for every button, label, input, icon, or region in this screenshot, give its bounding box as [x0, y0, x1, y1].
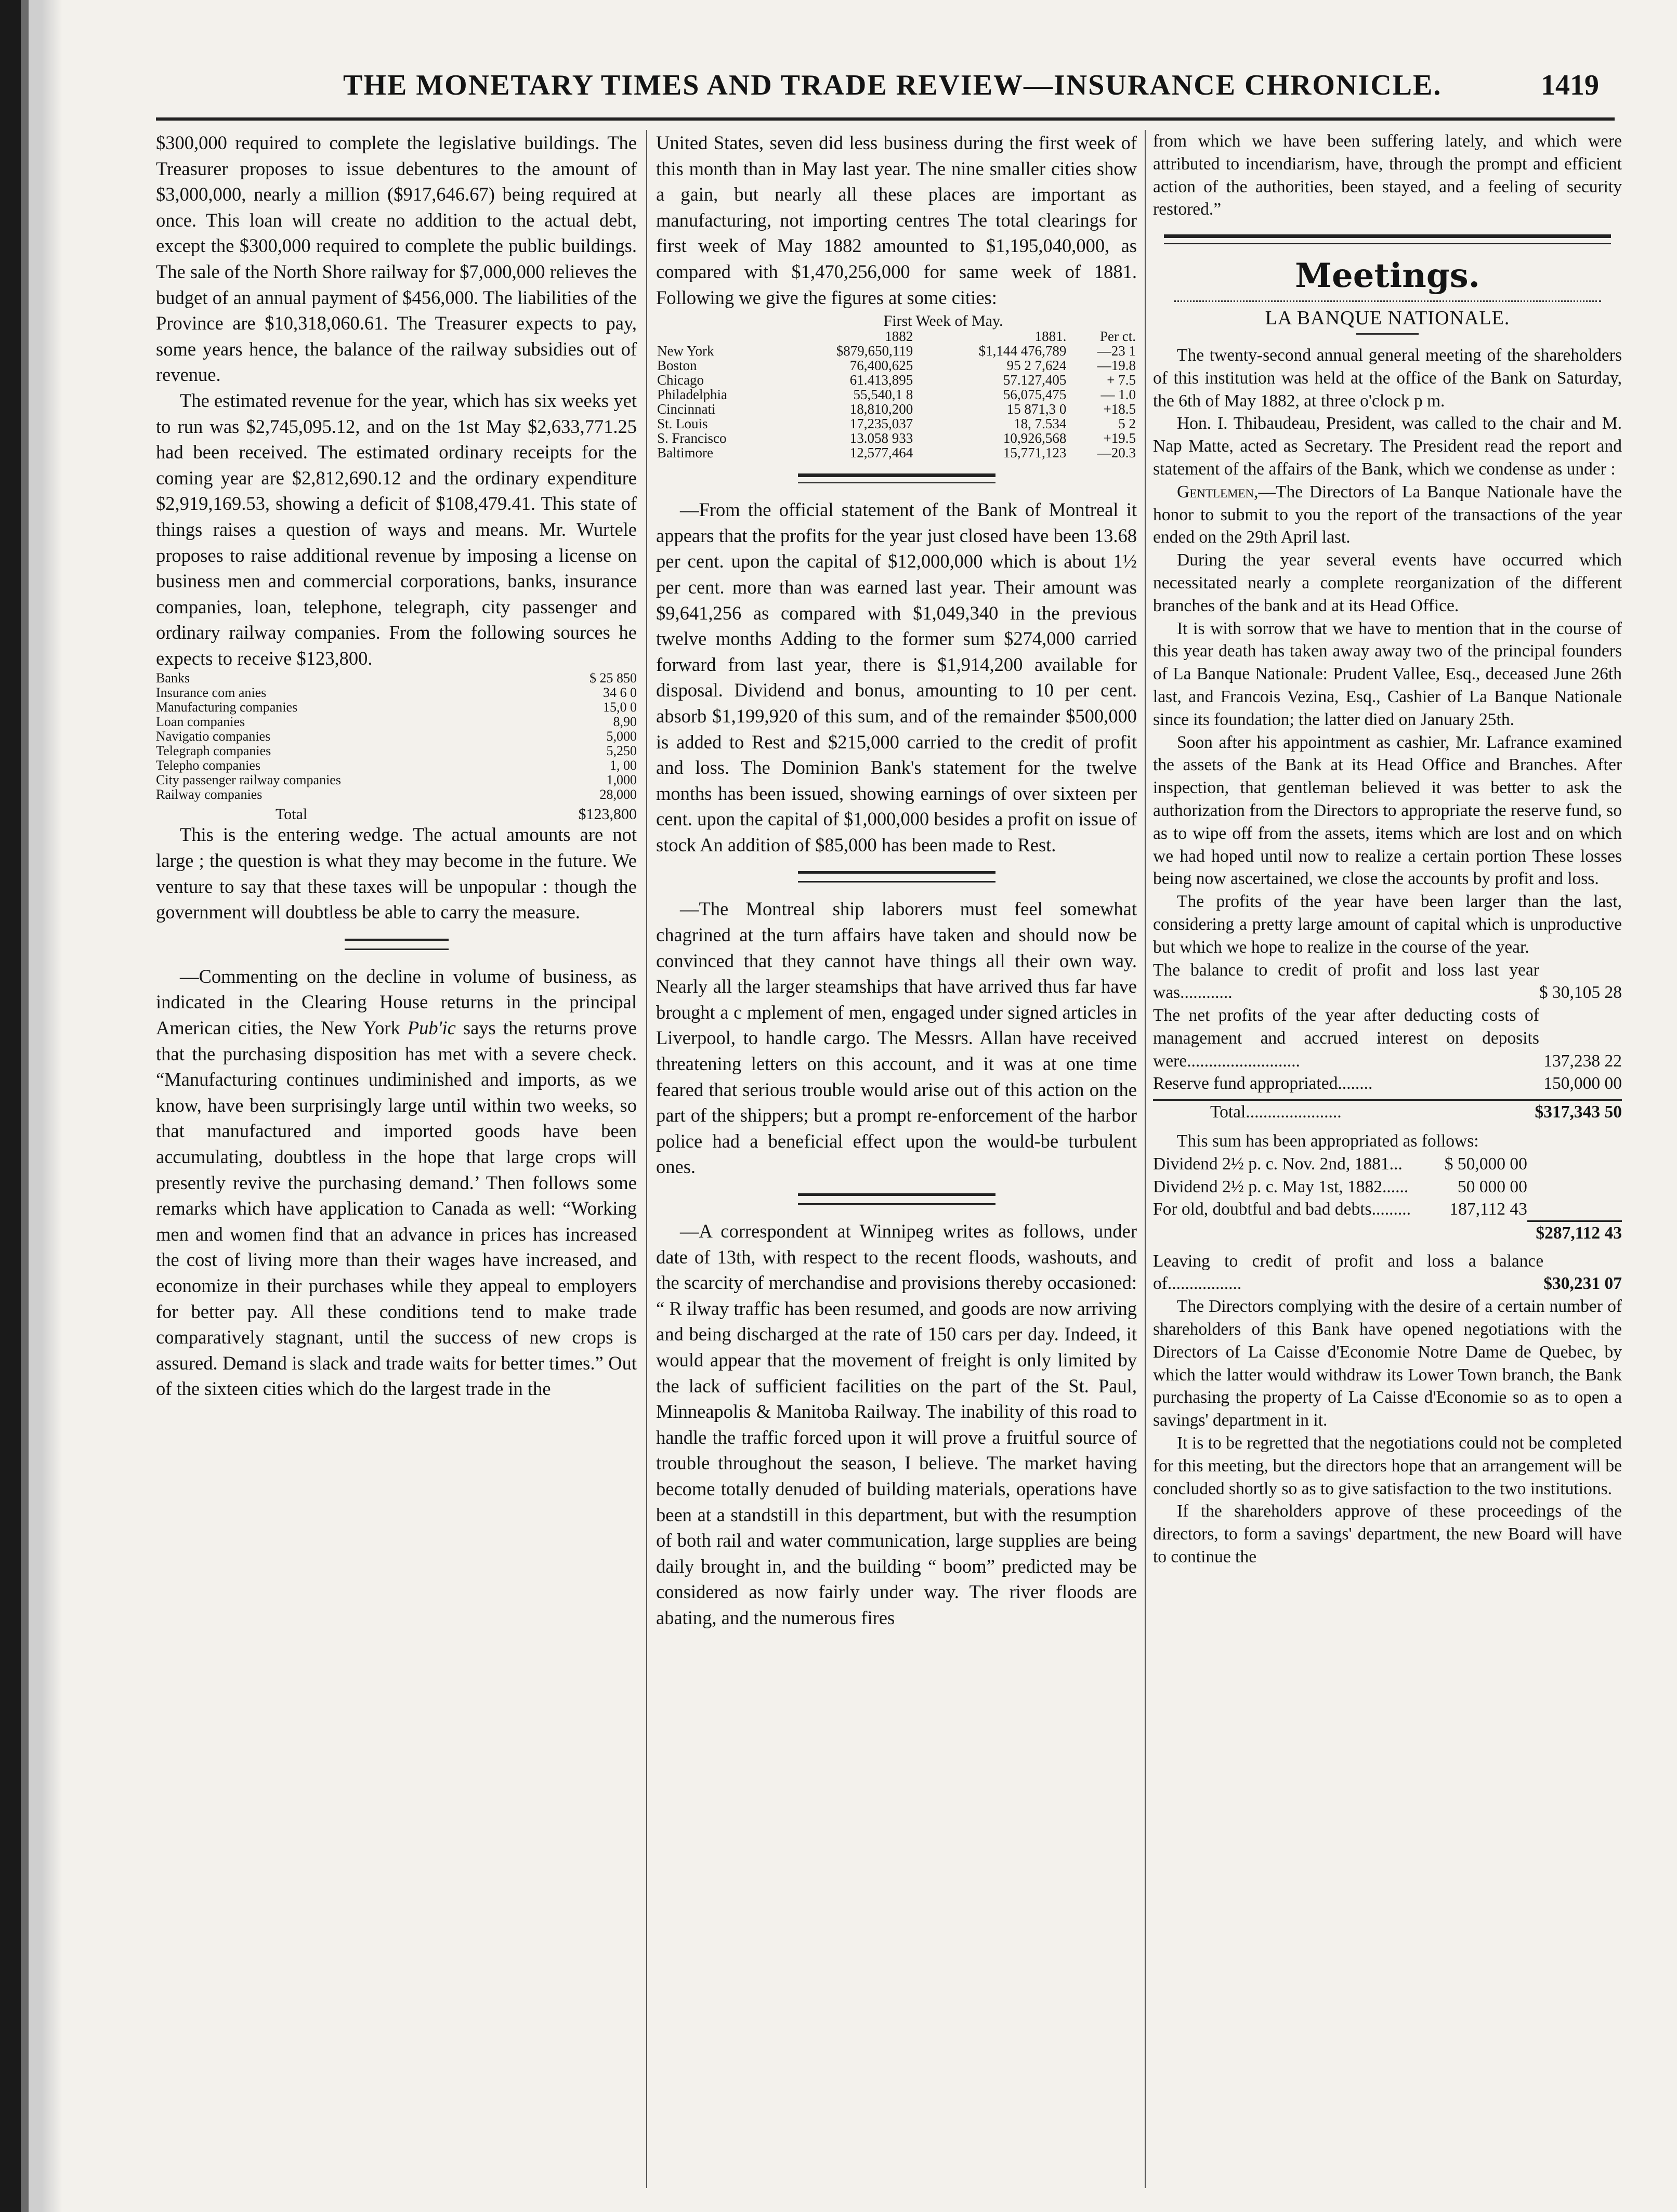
clearing-text-pre: —Commenting on the decline in volume of business, as indicated in the Clearing House returns in the principal American cities, the New York [156, 965, 637, 1039]
license-row [156, 715, 637, 729]
heading-ornament [1174, 296, 1601, 302]
account-label: Reserve fund appropriated........ [1153, 1074, 1373, 1094]
clearings-1882: 55,540,1 8 [853, 387, 913, 403]
appropriation-label: Dividend 2½ p. c. Nov. 2nd, 1881... [1153, 1154, 1403, 1174]
page-header-title: THE MONETARY TIMES AND TRADE REVIEW—INSURANCE CHRONICLE. [343, 69, 1442, 101]
profit-account-row [1153, 959, 1622, 1005]
license-amount: 15,0 0 [603, 700, 637, 715]
license-amount: 8,90 [613, 714, 637, 730]
budget-paragraph-2: The estimated revenue for the year, which has six weeks yet to run was $2,745,095.12, and on the 1st May $2,633,771.25 had been received. The estimated ordinary receipts for the coming year are $2,812,690.12 and the ordinary expenditure $2,919,169.53, showing a deficit of $108,479.41. This state of things raises a question of ways and means. Mr. Wurtele proposes to raise additional revenue by imposing a license on business men and commercial corporations, banks, insurance companies, loan, telephone, telegraph, city passenger and ordinary railway companies. From the following sources he expects to receive $123,800. [156, 389, 637, 669]
license-label: Navigatio companies [156, 729, 271, 744]
city-name: Boston [657, 358, 697, 374]
license-revenue-table [156, 671, 637, 822]
account-label: The balance to credit of profit and loss last year was............ [1153, 960, 1539, 1003]
balance-label: Leaving to credit of profit and loss a balance of................. [1153, 1251, 1544, 1294]
license-label: Banks [156, 670, 190, 686]
license-total-label: Total [276, 806, 308, 823]
clearings-row [656, 373, 1137, 387]
clearings-1881: 15 871,3 0 [1006, 401, 1067, 417]
appropriation-row [1153, 1198, 1622, 1221]
clearings-1882: 76,400,625 [849, 358, 913, 374]
section-separator [798, 1193, 995, 1205]
account-amount: 137,238 22 [1543, 1051, 1622, 1071]
meeting-paragraph-8: This sum has been appropriated as follows: [1177, 1131, 1479, 1151]
short-rule [1356, 333, 1419, 335]
appropriation-label: Dividend 2½ p. c. May 1st, 1882...... [1153, 1177, 1409, 1196]
meeting-paragraph-10: It is to be regretted that the negotiations could not be completed for this meeting, but the directors hope that an arrangement will be concluded shortly so as to give satisfaction to the two institutions. [1153, 1433, 1622, 1498]
meeting-paragraph-4: During the year several events have occurred which necessitated nearly a complete reorganization of the different branches of the bank and at its Head Office. [1153, 550, 1622, 615]
clearings-row [656, 445, 1137, 460]
meeting-paragraph-3 [1153, 481, 1622, 549]
meeting-paragraph-6: Soon after his appointment as cashier, Mr. Lafrance examined the assets of the Bank at its Head Office and Branches. After inspection, that gentleman believed it was better to ask the authorization from the Directors to appropriate the reserve fund, so as to wipe off from the assets, items which are lost and on which we had hoped until now to realize a certain portion These losses being now ascertained, we close the accounts by profit and loss. [1153, 732, 1622, 889]
section-separator [798, 473, 995, 483]
clearing-house-paragraph [156, 964, 637, 1402]
appropriation-table [1153, 1153, 1622, 1245]
clearings-row [656, 358, 1137, 373]
clearings-1882: 12,577,464 [849, 445, 913, 461]
budget-paragraph-3: This is the entering wedge. The actual amounts are not large ; the question is what they may become in the future. We venture to say that these taxes will be unpopular : though the government will doubtless be able to carry the measure. [156, 824, 637, 923]
clearings-1881: 95 2 7,624 [1006, 358, 1067, 374]
license-amount: $ 25 850 [589, 670, 637, 686]
salutation: Gentlemen, [1177, 482, 1259, 502]
clearings-table [656, 329, 1137, 460]
clearings-percent: +18.5 [1103, 401, 1136, 417]
clearings-header-row [656, 329, 1137, 344]
clearings-row [656, 431, 1137, 445]
license-label: Manufacturing companies [156, 700, 298, 715]
license-label: Insurance com anies [156, 685, 267, 701]
section-separator [798, 871, 995, 883]
winnipeg-paragraph: —A correspondent at Winnipeg writes as follows, under date of 13th, with respect to the recent floods, washouts, and the scarcity of merchandise and provisions thereby occasioned: “ R ilway traffic has been resumed, and goods are now arriving and being discharged at the rate of 150 cars per day. Indeed, it would appear that the movement of freight is only limited by the lack of sufficient facilities on the part of the St. Paul, Minneapolis & Manitoba Railway. The inability of this road to handle the traffic forced upon it will prove a fruitful source of trouble throughout the season, I believe. The market having become totally denuded of building materials, operations have been at a standstill in this department, but with the resumption of both rail and water communication, large supplies are being daily brought in, and the building “ boom” predicted may be considered as now fairly under way. The river floods are abating, and the numerous fires [656, 1220, 1137, 1628]
clearings-1881: 57.127,405 [1003, 372, 1067, 388]
appropriation-amount: 50 000 00 [1457, 1177, 1527, 1196]
profit-account-row [1153, 1072, 1622, 1095]
license-row [156, 700, 637, 715]
license-label: Telepho companies [156, 758, 261, 773]
license-amount: 1, 00 [610, 758, 637, 773]
clearings-percent: +19.5 [1103, 430, 1136, 446]
license-label: Railway companies [156, 787, 263, 802]
clearings-caption: First Week of May. [883, 312, 1003, 330]
license-row [156, 686, 637, 700]
license-row [156, 671, 637, 686]
page-header [156, 65, 1615, 121]
city-name: Baltimore [657, 445, 713, 461]
license-total-row [156, 802, 637, 822]
city-name: Cincinnati [657, 401, 716, 417]
license-label: Telegraph companies [156, 743, 271, 759]
license-row [156, 787, 637, 802]
clearings-1882: $879,650,119 [836, 343, 913, 359]
clearings-paragraph: United States, seven did less business during the first week of this month than in May last year. The nine smaller cities show a gain, but nearly all these places are important as manufacturing, not importing centres The total clearings for first week of May 1882 amounted to $1,195,040,000, as compared with $1,470,256,000 for same week of 1881. Following we give the figures at some cities: [656, 132, 1137, 308]
account-amount: 150,000 00 [1543, 1074, 1622, 1094]
clearings-1881: 56,075,475 [1003, 387, 1067, 403]
clearings-1881: 10,926,568 [1003, 430, 1067, 446]
profit-account-table [1153, 959, 1622, 1096]
clearings-row [656, 344, 1137, 358]
clearings-percent: —19.8 [1097, 358, 1136, 374]
clearings-percent: — 1.0 [1100, 387, 1136, 403]
meeting-paragraph-5: It is with sorrow that we have to mention that in the course of this year death has taken away away two of the principal founders of La Banque Nationale: Prudent Vallee, Esq., deceased June 26th last, and Francois Vezina, Esq., Cashier of La Banque Nationale since its foundation; the latter died on January 25th. [1153, 618, 1622, 729]
license-row [156, 744, 637, 758]
clearings-percent: 5 2 [1118, 416, 1136, 432]
license-amount: 5,000 [606, 729, 637, 744]
section-separator [1164, 234, 1611, 244]
column-2 [656, 130, 1137, 2188]
blank-cell [1527, 1176, 1622, 1199]
column-1 [156, 130, 637, 2188]
profit-total-amount: $317,343 50 [1474, 1100, 1622, 1124]
clearings-row [656, 402, 1137, 416]
meeting-paragraph-2: Hon. I. Thibaudeau, President, was called to the chair and M. Nap Matte, acted as Secretary. The President read the report and statement of the affairs of the Bank, which we condense as under : [1153, 414, 1622, 479]
appropriation-row [1153, 1153, 1622, 1176]
profit-total-table [1153, 1099, 1622, 1124]
city-name: St. Louis [657, 416, 708, 432]
newspaper-name: Pub'ic [407, 1017, 456, 1039]
appropriation-total-row [1153, 1221, 1622, 1244]
city-name: S. Francisco [657, 430, 727, 446]
license-label: City passenger railway companies [156, 772, 341, 788]
appropriation-amount: $ 50,000 00 [1444, 1154, 1527, 1174]
meeting-paragraph-11: If the shareholders approve of these proceedings of the directors, to form a savings' department, the new Board will have to continue the [1153, 1502, 1622, 1566]
clearings-percent: —20.3 [1097, 445, 1136, 461]
blank-cell [1527, 1198, 1622, 1221]
account-amount: $ 30,105 28 [1539, 983, 1622, 1003]
ship-laborers-paragraph: —The Montreal ship laborers must feel somewhat chagrined at the turn affairs have taken and should now be convinced that they cannot have things all their own way. Nearly all the larger steamships that have arrived thus far have brought a c mplement of men, engaged under signed articles in Liverpool, to handle cargo. The Messrs. Allan have received threatening letters on this account, and it was at one time feared that serious trouble would arise out of this action on the part of the shippers; but a prompt re-enforcement of the harbor police had a beneficial effect upon the would-be turbulent ones. [656, 898, 1137, 1178]
col-header-1881: 1881. [1034, 328, 1067, 345]
clearings-percent: + 7.5 [1107, 372, 1136, 388]
balance-amount: $30,231 07 [1543, 1274, 1622, 1294]
col-header-1882: 1882 [885, 328, 913, 345]
license-label: Loan companies [156, 714, 245, 730]
meeting-paragraph-9: The Directors complying with the desire of a certain number of shareholders of this Bank have opened negotiations with the Directors of La Caisse d'Economie Notre Dame de Quebec, by which the latter would withdraw its Lower Town branch, the Bank purchasing the property of La Caisse d'Economie so as to open a savings' department in it. [1153, 1297, 1622, 1430]
blank-cell [1527, 1153, 1622, 1176]
column-3 [1153, 130, 1622, 2188]
license-amount: 5,250 [606, 743, 637, 759]
section-separator [345, 939, 449, 950]
profit-total-label: Total...................... [1153, 1100, 1474, 1124]
col-header-pct: Per ct. [1100, 328, 1136, 345]
appropriation-total: $287,112 43 [1527, 1221, 1622, 1244]
appropriation-label: For old, doubtful and bad debts......... [1153, 1200, 1411, 1219]
page-number: 1419 [1541, 69, 1599, 101]
budget-paragraph-1: $300,000 required to complete the legislative buildings. The Treasurer proposes to issue debentures to the amount of $3,000,000, nearly a million ($917,646.67) being required at once. This loan will create no addition to the actual debt, except the $300,000 required to complete the public buildings. The sale of the North Shore railway for $7,000,000 relieves the budget of an annual payment of $456,000. The liabilities of the Province are $10,318,060.61. The Treasurer expects to pay, some years hence, the balance of the railway subsidies out of revenue. [156, 132, 637, 386]
bank-of-montreal-paragraph: —From the official statement of the Bank of Montreal it appears that the profits for the year just closed have been 13.68 per cent. upon the capital of $12,000,000 which is about 1½ per cent. more than was earned last year. Their amount was $9,641,256 as compared with $1,049,340 in the previous twelve months Adding to the former sum $274,000 carried forward from last year, there is $1,914,200 available for disposal. Dividend and bonus, amounting to 10 per cent. absorb $1,199,920 of this sum, and of the remainder $500,000 is added to Rest and $215,000 carried to the credit of profit and loss. The Dominion Bank's statement for the twelve months has been issued, showing earnings of over sixteen per cent. upon the capital of $1,000,000 besides a profit on issue of stock An addition of $85,000 has been made to Rest. [656, 499, 1137, 855]
clearings-1882: 18,810,200 [849, 401, 913, 417]
license-row [156, 773, 637, 787]
clearings-row [656, 416, 1137, 431]
license-amount: 1,000 [606, 772, 637, 788]
profit-account-row [1153, 1004, 1622, 1072]
license-amount: 34 6 0 [603, 685, 637, 701]
profit-total-row [1153, 1100, 1622, 1124]
clearings-1881: 18, 7.534 [1014, 416, 1067, 432]
section-heading: Meetings. [1295, 256, 1480, 296]
license-row [156, 729, 637, 744]
clearing-text-post: says the returns prove that the purchasing disposition has met with a severe check. “Manufacturing continues undiminished and imports, as we know, have been surprisingly large until within two weeks, so that manufactured and imported goods have been accumulating, doubtless in the hope that large crops will presently revive the purchasing demand.’ Then follows some remarks which have application to Canada as well: “Working men and women find that an advance in prices has increased the cost of living more than their wages have increased, and economize in their purchases while they appeal to employers for better pay. All these conditions tend to make trade comparatively stagnant, until the success of new crops is assured. Demand is slack and trade waits for better times.” Out of the sixteen cities which do the largest trade in the [156, 1017, 637, 1400]
city-name: Chicago [657, 372, 704, 388]
meeting-paragraph-3-text: —The Directors of La Banque Nationale have the honor to submit to you the report of the transactions of the year ended on the 29th April last. [1153, 482, 1622, 547]
clearings-1881: 15,771,123 [1003, 445, 1067, 461]
balance-row [1153, 1250, 1622, 1296]
column-rule [1145, 130, 1146, 2188]
clearings-row [656, 387, 1137, 402]
license-row [156, 758, 637, 773]
appropriation-row [1153, 1176, 1622, 1199]
winnipeg-continued: from which we have been suffering lately, and which were attributed to incendiarism, have, through the prompt and efficient action of the authorities, been stayed, and a feeling of security restored.” [1153, 131, 1622, 219]
article-subheading: LA BANQUE NATIONALE. [1265, 307, 1510, 330]
license-amount: 28,000 [599, 787, 637, 802]
city-name: New York [657, 343, 714, 359]
city-name: Philadelphia [657, 387, 727, 403]
meeting-paragraph-7: The profits of the year have been larger than the last, considering a pretty large amount of capital which is unproductive but which we hope to realize in the course of the year. [1153, 892, 1622, 957]
balance-table [1153, 1250, 1622, 1296]
meeting-paragraph-1: The twenty-second annual general meeting of the shareholders of this institution was held at the office of the Bank on Saturday, the 6th of May 1882, at three o'clock p m. [1153, 345, 1622, 411]
column-rule [646, 130, 647, 2188]
license-total-amount: $123,800 [578, 806, 637, 823]
clearings-1881: $1,144 476,789 [978, 343, 1067, 359]
clearings-percent: —23 1 [1097, 343, 1136, 359]
clearings-1882: 13.058 933 [849, 430, 913, 446]
clearings-1882: 61.413,895 [849, 372, 913, 388]
page-binding-edge [0, 0, 62, 2212]
account-label: The net profits of the year after deducting costs of management and accrued interest on deposits were.......................... [1153, 1006, 1539, 1071]
appropriation-amount: 187,112 43 [1449, 1200, 1527, 1219]
clearings-1882: 17,235,037 [849, 416, 913, 432]
